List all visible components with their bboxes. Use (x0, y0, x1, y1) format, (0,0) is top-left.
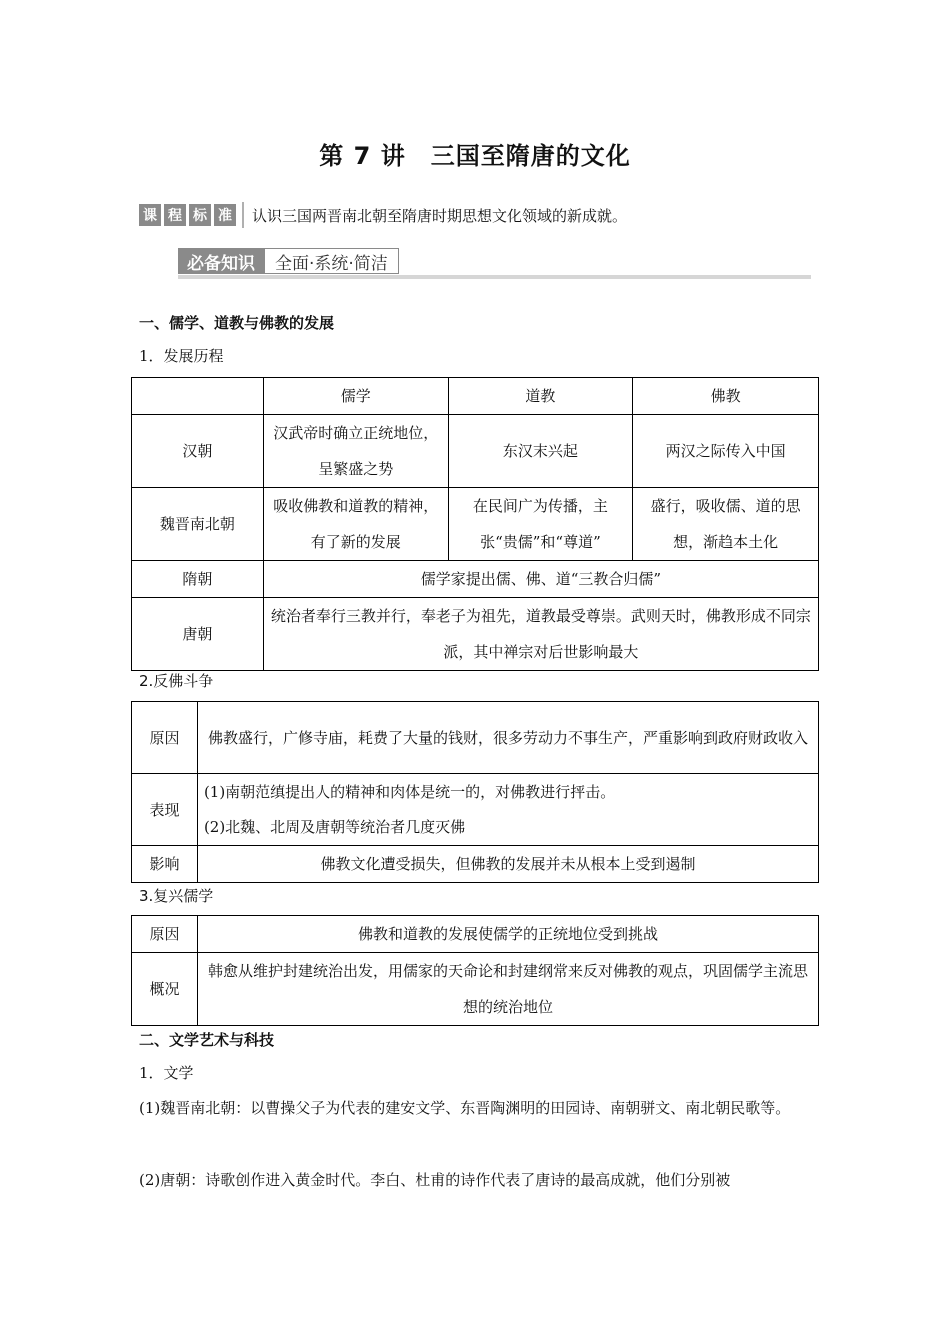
anti-buddhism-table (131, 701, 819, 883)
table-cell: 原因 (132, 702, 198, 774)
table-cell: 盛行，吸收儒、道的思想，渐趋本土化 (633, 488, 819, 561)
table-row (132, 846, 819, 883)
page-title: 第 7 讲 三国至隋唐的文化 (319, 142, 631, 170)
subsection-heading: 1．发展历程 (139, 347, 224, 365)
table-cell: 魏晋南北朝 (132, 488, 264, 561)
table-row (132, 415, 819, 488)
table-header-row (132, 378, 819, 415)
table-cell: 韩愈从维护封建统治出发，用儒家的天命论和封建纲常来反对佛教的观点，巩固儒学主流思想的统治地位 (197, 953, 818, 1026)
subsection-heading: 1．文学 (139, 1064, 194, 1082)
table-cell: 佛教和道教的发展使儒学的正统地位受到挑战 (197, 916, 818, 953)
table-row (132, 916, 819, 953)
badge-char: 准 (214, 204, 236, 226)
section-heading: 一、儒学、道教与佛教的发展 (139, 314, 335, 332)
banner-label: 必备知识 (178, 248, 264, 274)
section-heading: 二、文学艺术与科技 (139, 1031, 275, 1049)
table-cell: 汉武帝时确立正统地位，呈繁盛之势 (263, 415, 448, 488)
table-row (132, 702, 819, 774)
table-cell: 唐朝 (132, 598, 264, 671)
table-cell: 佛教文化遭受损失，但佛教的发展并未从根本上受到遏制 (197, 846, 818, 883)
cell-line: (2)北魏、北周及唐朝等统治者几度灭佛 (203, 817, 466, 836)
subsection-heading: 3.复兴儒学 (139, 887, 214, 905)
curriculum-text: 认识三国两晋南北朝至隋唐时期思想文化领域的新成就。 (252, 206, 628, 225)
table-cell: 汉朝 (132, 415, 264, 488)
table-cell: 佛教盛行，广修寺庙，耗费了大量的钱财，很多劳动力不事生产，严重影响到政府财政收入 (197, 702, 818, 774)
badge-char: 程 (164, 204, 186, 226)
table-header: 道教 (448, 378, 633, 415)
table-row (132, 561, 819, 598)
badge-char: 课 (139, 204, 161, 226)
body-paragraph: (1)魏晋南北朝：以曹操父子为代表的建安文学、东晋陶渊明的田园诗、南朝骈文、南北朝民歌等。 (139, 1099, 791, 1117)
table-cell: 影响 (132, 846, 198, 883)
section-banner (178, 248, 399, 274)
subsection-heading: 2.反佛斗争 (139, 672, 214, 690)
table-cell: 表现 (132, 774, 198, 846)
table-header: 儒学 (263, 378, 448, 415)
development-table (131, 377, 819, 671)
table-cell: 吸收佛教和道教的精神，有了新的发展 (263, 488, 448, 561)
table-cell: 两汉之际传入中国 (633, 415, 819, 488)
curriculum-badges (139, 204, 236, 226)
banner-subtitle: 全面·系统·简洁 (264, 248, 399, 274)
table-header (132, 378, 264, 415)
table-cell: 统治者奉行三教并行，奉老子为祖先，道教最受尊崇。武则天时，佛教形成不同宗派，其中禅宗对后世影响最大 (263, 598, 818, 671)
table-header: 佛教 (633, 378, 819, 415)
body-paragraph: (2)唐朝：诗歌创作进入黄金时代。李白、杜甫的诗作代表了唐诗的最高成就，他们分别被 (139, 1171, 731, 1189)
table-cell: 东汉末兴起 (448, 415, 633, 488)
divider (242, 202, 244, 228)
table-row (132, 598, 819, 671)
table-cell (197, 774, 818, 846)
table-row (132, 953, 819, 1026)
table-cell: 原因 (132, 916, 198, 953)
table-row (132, 774, 819, 846)
curriculum-standard (139, 202, 627, 228)
table-row (132, 488, 819, 561)
table-cell: 在民间广为传播，主张“贵儒”和“尊道” (448, 488, 633, 561)
table-cell: 儒学家提出儒、佛、道“三教合归儒” (263, 561, 818, 598)
badge-char: 标 (189, 204, 211, 226)
table-cell: 概况 (132, 953, 198, 1026)
cell-line: (1)南朝范缜提出人的精神和肉体是统一的，对佛教进行抨击。 (203, 782, 616, 801)
banner-rule (178, 275, 811, 279)
confucian-revival-table (131, 915, 819, 1026)
table-cell: 隋朝 (132, 561, 264, 598)
